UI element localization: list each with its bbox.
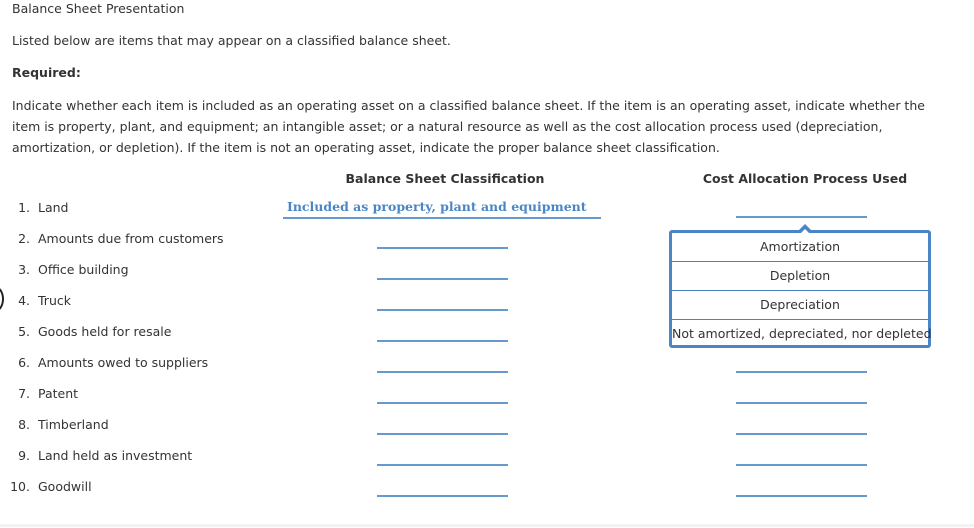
list-item bbox=[0, 293, 71, 308]
option-not-amortized[interactable]: Not amortized, depreciated, nor depleted bbox=[672, 326, 932, 341]
classification-dropdown-10[interactable] bbox=[377, 495, 508, 497]
item-label: Patent bbox=[38, 386, 79, 401]
list-item bbox=[0, 231, 224, 246]
classification-dropdown-7[interactable] bbox=[377, 402, 508, 404]
item-number: 8. bbox=[18, 417, 30, 432]
page-title: Balance Sheet Presentation bbox=[12, 1, 185, 16]
classification-dropdown-8[interactable] bbox=[377, 433, 508, 435]
item-label: Land held as investment bbox=[38, 448, 193, 463]
classification-selected-value: Included as property, plant and equipment bbox=[287, 199, 587, 214]
item-label: Goods held for resale bbox=[38, 324, 172, 339]
item-number: 5. bbox=[18, 324, 30, 339]
item-label: Amounts owed to suppliers bbox=[38, 355, 209, 370]
item-label: Goodwill bbox=[38, 479, 92, 494]
classification-dropdown-9[interactable] bbox=[377, 464, 508, 466]
item-number: 9. bbox=[18, 448, 30, 463]
list-item bbox=[0, 417, 109, 432]
item-number: 2. bbox=[18, 231, 30, 246]
item-number: 7. bbox=[18, 386, 30, 401]
cost-allocation-dropdown-7[interactable] bbox=[736, 402, 867, 404]
item-label: Truck bbox=[38, 293, 71, 308]
classification-dropdown-1[interactable] bbox=[283, 199, 601, 219]
list-item bbox=[0, 262, 129, 277]
classification-dropdown-3[interactable] bbox=[377, 278, 508, 280]
classification-dropdown-6[interactable] bbox=[377, 371, 508, 373]
list-item bbox=[0, 324, 171, 339]
divider bbox=[0, 524, 974, 527]
list-item bbox=[0, 448, 192, 463]
instructions-text: Indicate whether each item is included as an operating asset on a classified balance sheet. If the item is an operating asset, indicate whether the item is property, plant, and equipment; an intangible asset; or a natural resource as well as the cost allocation process used (depreciation, amortization, or depletion). If the item is not an operating asset, indicate the proper balance sheet classification. bbox=[12, 98, 925, 155]
classification-dropdown-2[interactable] bbox=[377, 247, 508, 249]
item-label: Amounts due from customers bbox=[38, 231, 224, 246]
cost-allocation-dropdown-1[interactable] bbox=[736, 216, 867, 218]
list-item bbox=[0, 200, 68, 215]
item-label: Land bbox=[38, 200, 69, 215]
list-item bbox=[0, 355, 208, 370]
item-number: 3. bbox=[18, 262, 30, 277]
option-depreciation[interactable]: Depreciation bbox=[672, 291, 928, 320]
option-depletion[interactable]: Depletion bbox=[672, 262, 928, 291]
classification-dropdown-5[interactable] bbox=[377, 340, 508, 342]
required-label: Required: bbox=[12, 65, 81, 80]
column-header-classification: Balance Sheet Classification bbox=[345, 171, 545, 186]
option-amortization[interactable]: Amortization bbox=[672, 233, 928, 262]
cost-allocation-dropdown-8[interactable] bbox=[736, 433, 867, 435]
edge-cursor-icon bbox=[0, 286, 4, 312]
cost-allocation-dropdown-9[interactable] bbox=[736, 464, 867, 466]
cost-allocation-dropdown-6[interactable] bbox=[736, 371, 867, 373]
intro-text: Listed below are items that may appear on a classified balance sheet. bbox=[12, 33, 451, 48]
item-number: 10. bbox=[10, 479, 30, 494]
cost-allocation-dropdown-10[interactable] bbox=[736, 495, 867, 497]
item-number: 1. bbox=[18, 200, 30, 215]
classification-dropdown-4[interactable] bbox=[377, 309, 508, 311]
cost-allocation-options-menu bbox=[669, 230, 931, 348]
column-header-cost-allocation: Cost Allocation Process Used bbox=[702, 171, 908, 186]
item-number: 4. bbox=[18, 293, 30, 308]
list-item bbox=[0, 479, 92, 494]
item-number: 6. bbox=[18, 355, 30, 370]
item-label: Timberland bbox=[38, 417, 109, 432]
item-label: Office building bbox=[38, 262, 129, 277]
list-item bbox=[0, 386, 78, 401]
